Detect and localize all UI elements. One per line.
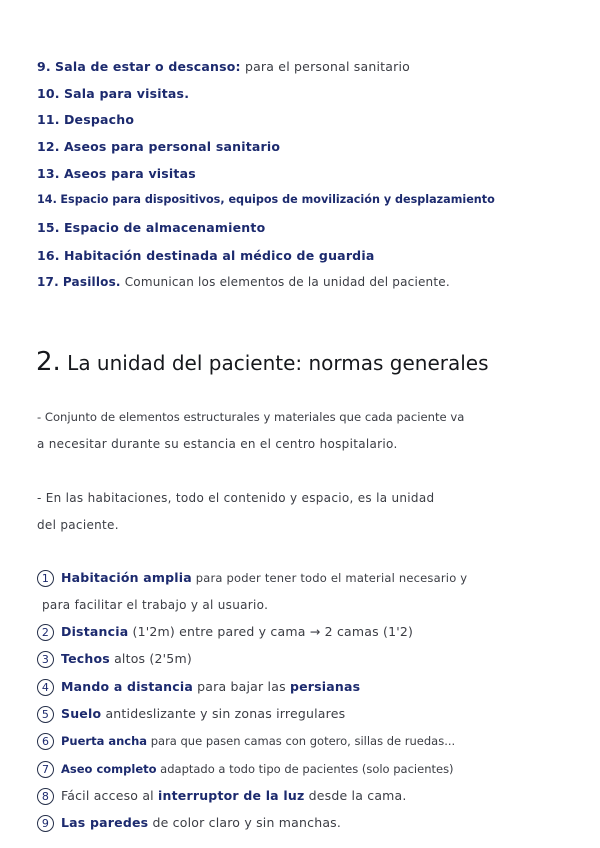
circled-number: 9 bbox=[37, 815, 54, 832]
circled-number: 2 bbox=[37, 624, 54, 641]
circled-number: 3 bbox=[37, 651, 54, 668]
section-heading: 2. La unidad del paciente: normas generales bbox=[36, 347, 489, 377]
circled-number: 4 bbox=[37, 679, 54, 696]
norm-item: 6 Puerta ancha para que pasen camas con gotero, sillas de ruedas... bbox=[37, 733, 455, 750]
list-item: 15. Espacio de almacenamiento bbox=[37, 220, 266, 235]
paragraph-line: a necesitar durante su estancia en el centro hospitalario. bbox=[37, 437, 398, 451]
circled-number: 1 bbox=[37, 570, 54, 587]
list-item: 12. Aseos para personal sanitario bbox=[37, 139, 281, 154]
circled-number: 6 bbox=[37, 733, 54, 750]
norm-item: 1 Habitación amplia para poder tener todo el material necesario y bbox=[37, 570, 467, 587]
norm-item: 9 Las paredes de color claro y sin manchas. bbox=[37, 815, 341, 832]
circled-number: 8 bbox=[37, 788, 54, 805]
norm-item: 7 Aseo completo adaptado a todo tipo de pacientes (solo pacientes) bbox=[37, 761, 454, 778]
list-item: 11. Despacho bbox=[37, 112, 135, 127]
norm-continuation: para facilitar el trabajo y al usuario. bbox=[42, 598, 269, 612]
paragraph-line: - En las habitaciones, todo el contenido y espacio, es la unidad bbox=[37, 491, 435, 505]
list-item: 14. Espacio para dispositivos, equipos de movilización y desplazamiento bbox=[37, 193, 495, 206]
list-item: 17. Pasillos. Comunican los elementos de la unidad del paciente. bbox=[37, 275, 450, 289]
circled-number: 7 bbox=[37, 761, 54, 778]
list-item: 13. Aseos para visitas bbox=[37, 166, 196, 181]
norm-item: 8 Fácil acceso al interruptor de la luz desde la cama. bbox=[37, 788, 407, 805]
list-item: 9. Sala de estar o descanso: para el personal sanitario bbox=[37, 59, 410, 74]
paragraph-line: - Conjunto de elementos estructurales y materiales que cada paciente va bbox=[37, 410, 465, 424]
paragraph-line: del paciente. bbox=[37, 518, 119, 532]
norm-item: 4 Mando a distancia para bajar las persianas bbox=[37, 679, 360, 696]
circled-number: 5 bbox=[37, 706, 54, 723]
list-item: 10. Sala para visitas. bbox=[37, 86, 190, 101]
norm-item: 2 Distancia (1'2m) entre pared y cama → 2 camas (1'2) bbox=[37, 624, 413, 641]
list-item: 16. Habitación destinada al médico de guardia bbox=[37, 248, 375, 263]
norm-item: 5 Suelo antideslizante y sin zonas irregulares bbox=[37, 706, 345, 723]
norm-item: 3 Techos altos (2'5m) bbox=[37, 651, 192, 668]
